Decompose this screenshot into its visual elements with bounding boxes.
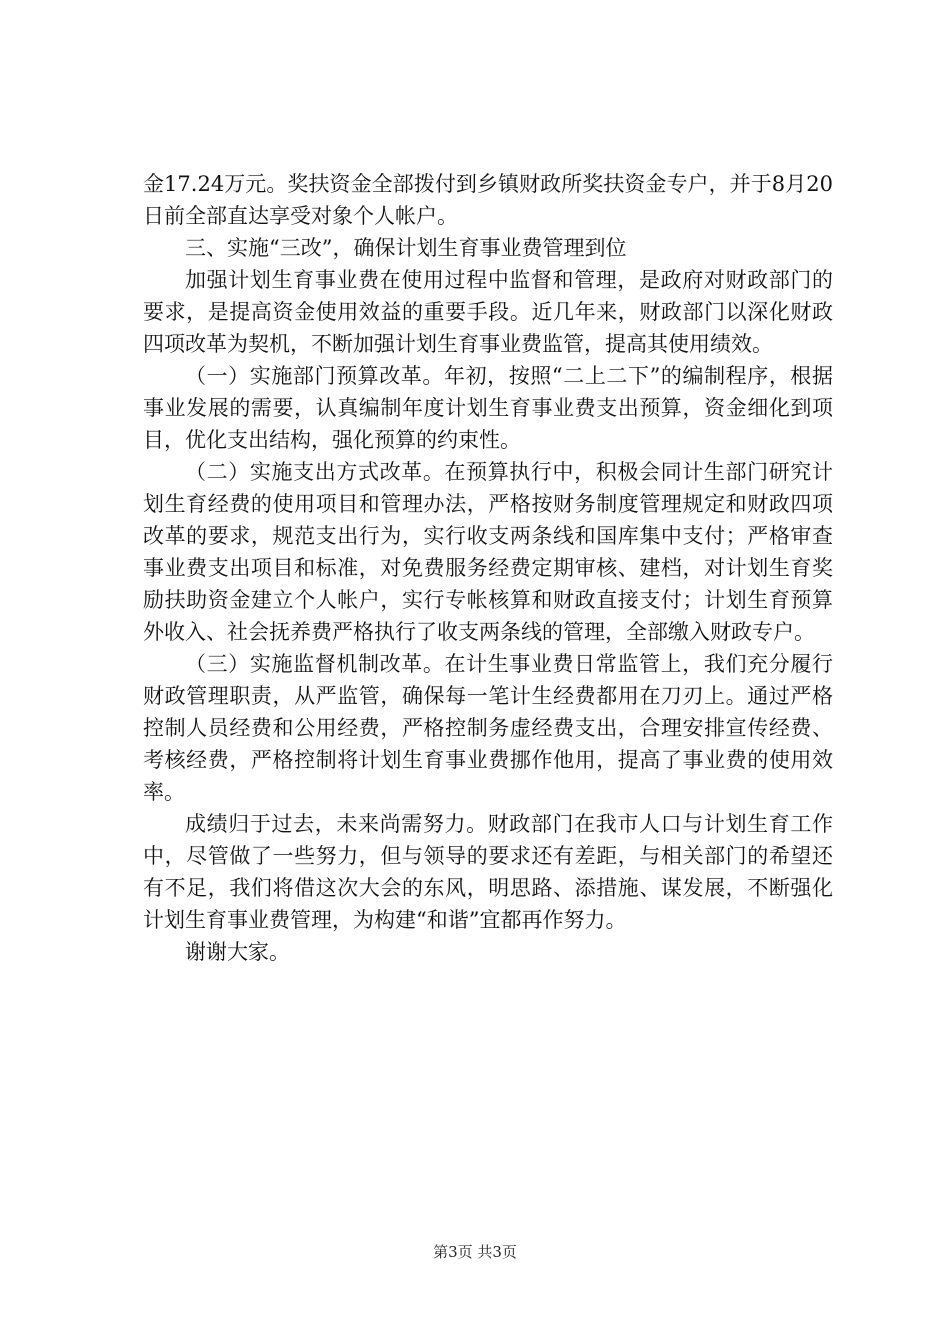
paragraph-continuation: 金17.24万元。奖扶资金全部拨付到乡镇财政所奖扶资金专户，并于8月20日前全部直达享受对象个人帐户。 (143, 172, 833, 228)
paragraph-expenditure-reform: （二）实施支出方式改革。在预算执行中，积极会同计生部门研究计划生育经费的使用项目和管理办法，严格按财务制度管理规定和财政四项改革的要求，规范支出行为，实行收支两条线和国库集中支付；严格审查事业费支出项目和标准，对免费服务经费定期审核、建档，对计划生育奖励扶助资金建立个人帐户，实行专帐核算和财政直接支付；计划生育预算外收入、社会抚养费严格执行了收支两条线的管理，全部缴入财政专户。 (143, 460, 833, 644)
paragraph-conclusion: 成绩归于过去，未来尚需努力。财政部门在我市人口与计划生育工作中，尽管做了一些努力，但与领导的要求还有差距，与相关部门的希望还有不足，我们将借这次大会的东风，明思路、添措施、谋发展，不断强化计划生育事业费管理，为构建“和谐”宜都再作努力。 (143, 812, 833, 932)
paragraph-supervision-reform: （三）实施监督机制改革。在计生事业费日常监管上，我们充分履行财政管理职责，从严监管，确保每一笔计生经费都用在刀刃上。通过严格控制人员经费和公用经费，严格控制务虚经费支出，合理安排宣传经费、考核经费，严格控制将计划生育事业费挪作他用，提高了事业费的使用效率。 (143, 652, 833, 804)
section-heading: 三、实施“三改”，确保计划生育事业费管理到位 (185, 236, 627, 260)
paragraph-intro: 加强计划生育事业费在使用过程中监督和管理，是政府对财政部门的要求，是提高资金使用效益的重要手段。近几年来，财政部门以深化财政四项改革为契机，不断加强计划生育事业费监管，提高其使用绩效。 (143, 268, 833, 356)
paragraph-thanks: 谢谢大家。 (185, 940, 290, 964)
document-body (143, 168, 833, 968)
paragraph-budget-reform: （一）实施部门预算改革。年初，按照“二上二下”的编制程序，根据事业发展的需要，认真编制年度计划生育事业费支出预算，资金细化到项目，优化支出结构，强化预算的约束性。 (143, 364, 833, 452)
page-number: 第3页 共3页 (433, 1243, 517, 1261)
